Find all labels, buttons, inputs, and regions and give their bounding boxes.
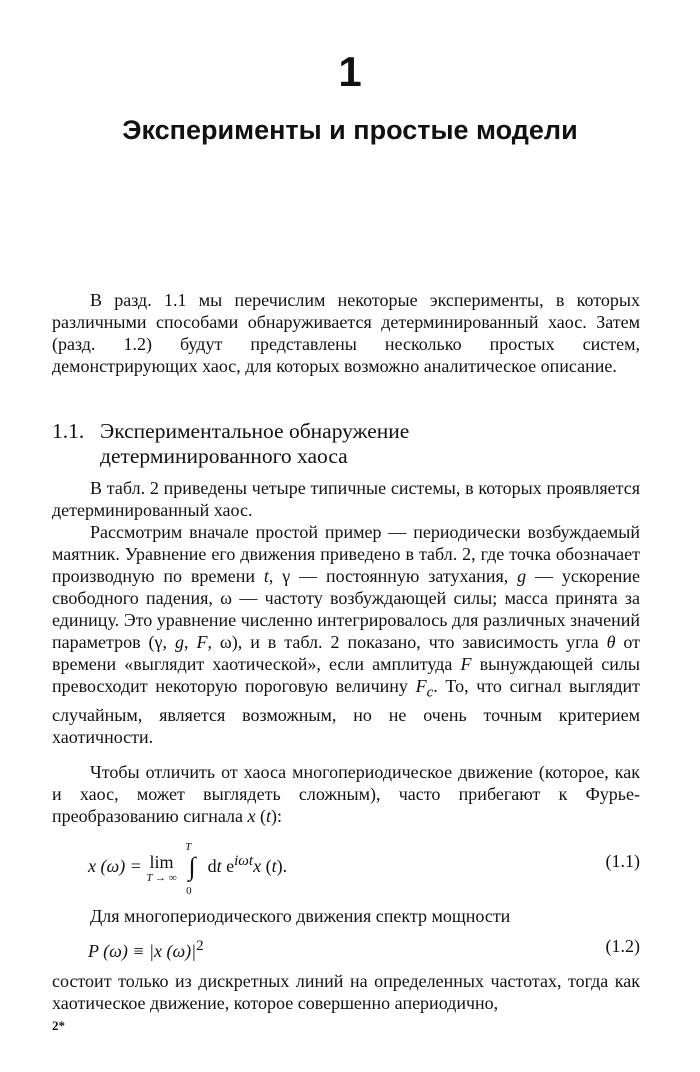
equation-1-2-body <box>88 935 204 962</box>
equation-1-1 <box>52 840 640 897</box>
p3-b: ( <box>255 806 266 826</box>
eq1-integrand-t: t <box>216 856 222 876</box>
p2-Fc: F <box>415 676 427 696</box>
section-heading <box>52 419 612 469</box>
eq1-integrand-e: t <box>271 856 277 876</box>
section-title-line2: детерминированного хаоса <box>100 444 348 468</box>
eq1-lim: lim <box>149 852 174 873</box>
paragraph-5: состоит только из дискретных линий на определенных частотах, тогда как хаотическое движение, которое совершенно апериодично, <box>52 971 640 1013</box>
eq1-integrand-f: ). <box>276 856 288 876</box>
equation-1-1-number: (1.1) <box>605 851 640 871</box>
section-number: 1.1. <box>52 419 85 443</box>
eq1-lim-sub: T → ∞ <box>146 872 177 885</box>
eq1-upper: T <box>185 840 192 853</box>
section-title-line1: Экспериментальное обнаружение <box>100 419 410 443</box>
p2-b: , γ — постоянную затухания, <box>268 566 518 586</box>
p2-c: — ускорение свободного падения, ω — частоту возбуждающей силы; масса принята за единицу. Это уравнение численно интегрировалось для различных значений параметров (γ, <box>52 566 640 652</box>
p2-d: , ω), и в табл. 2 показано, что зависимость угла <box>207 632 607 652</box>
chapter-title: Эксперименты и простые модели <box>122 115 578 145</box>
eq1-integrand-a: d <box>203 856 217 876</box>
equation-1-2-number: (1.2) <box>605 936 640 956</box>
p2-F: F <box>196 632 208 652</box>
p3-x: x <box>247 806 256 826</box>
eq1-exp: iωt <box>234 853 254 869</box>
equation-1-2 <box>52 935 640 959</box>
p2-t: t <box>263 566 269 586</box>
p2-a: Рассмотрим вначале простой пример — периодически возбуждаемый маятник. Уравнение его движения приведено в табл. 2, где точка обозначает производную по времени <box>52 522 640 586</box>
eq2-power: 2 <box>196 938 204 954</box>
paragraph-3 <box>52 761 640 827</box>
eq1-limit <box>146 851 176 884</box>
eq1-lhs: x (ω) = <box>88 856 147 876</box>
paragraph-1: В табл. 2 приведены четыре типичные системы, в которых проявляется детерминированный хаос. <box>52 478 640 520</box>
eq2-lhs: P (ω) ≡ |x (ω)| <box>88 941 197 961</box>
eq1-integrand-c: x <box>253 856 262 876</box>
p3-t: t <box>266 806 272 826</box>
eq1-lower: 0 <box>186 884 192 897</box>
p2-f: вынуждающей силы превосходит некоторую пороговую величину <box>52 654 640 696</box>
p2-e: от времени «выглядит хаотической», если амплитуда <box>52 632 641 674</box>
equation-1-1-body <box>88 840 288 897</box>
p2-g-end: . То, что сигнал выглядит случайным, является возможным, но не очень точным критерием хаотичности. <box>52 676 641 747</box>
intro-paragraph: В разд. 1.1 мы перечислим некоторые эксперименты, в которых различными способами обнаруживается детерминированный хаос. Затем (разд. 1.2) будут представлены несколько простых систем, демонстрирующих хаос, для которых возможно аналитическое описание. <box>52 290 640 376</box>
p2-F2: F <box>460 654 472 674</box>
signature-mark: 2* <box>52 1018 65 1033</box>
eq1-integrand-b: e <box>221 856 235 876</box>
p3-a: Чтобы отличить от хаоса многопериодическое движение (которое, как и хаос, может выглядеть сложным), часто прибегают к Фурье-преобразованию сигнала <box>52 762 640 826</box>
paragraph-2 <box>52 521 640 748</box>
eq1-integrand-d: ( <box>261 856 272 876</box>
p2-g: g <box>517 566 527 586</box>
p2-g2: g <box>174 632 184 652</box>
p2-Fc-sub: c <box>426 684 434 701</box>
p2-comma: , <box>183 632 197 652</box>
eq1-integral-sign: ∫ <box>188 851 196 881</box>
chapter-number: 1 <box>338 48 362 95</box>
paragraph-4: Для многопериодического движения спектр мощности <box>90 906 511 926</box>
p3-c: ): <box>271 806 283 826</box>
p2-theta: θ <box>606 632 616 652</box>
eq1-integral <box>181 840 203 897</box>
